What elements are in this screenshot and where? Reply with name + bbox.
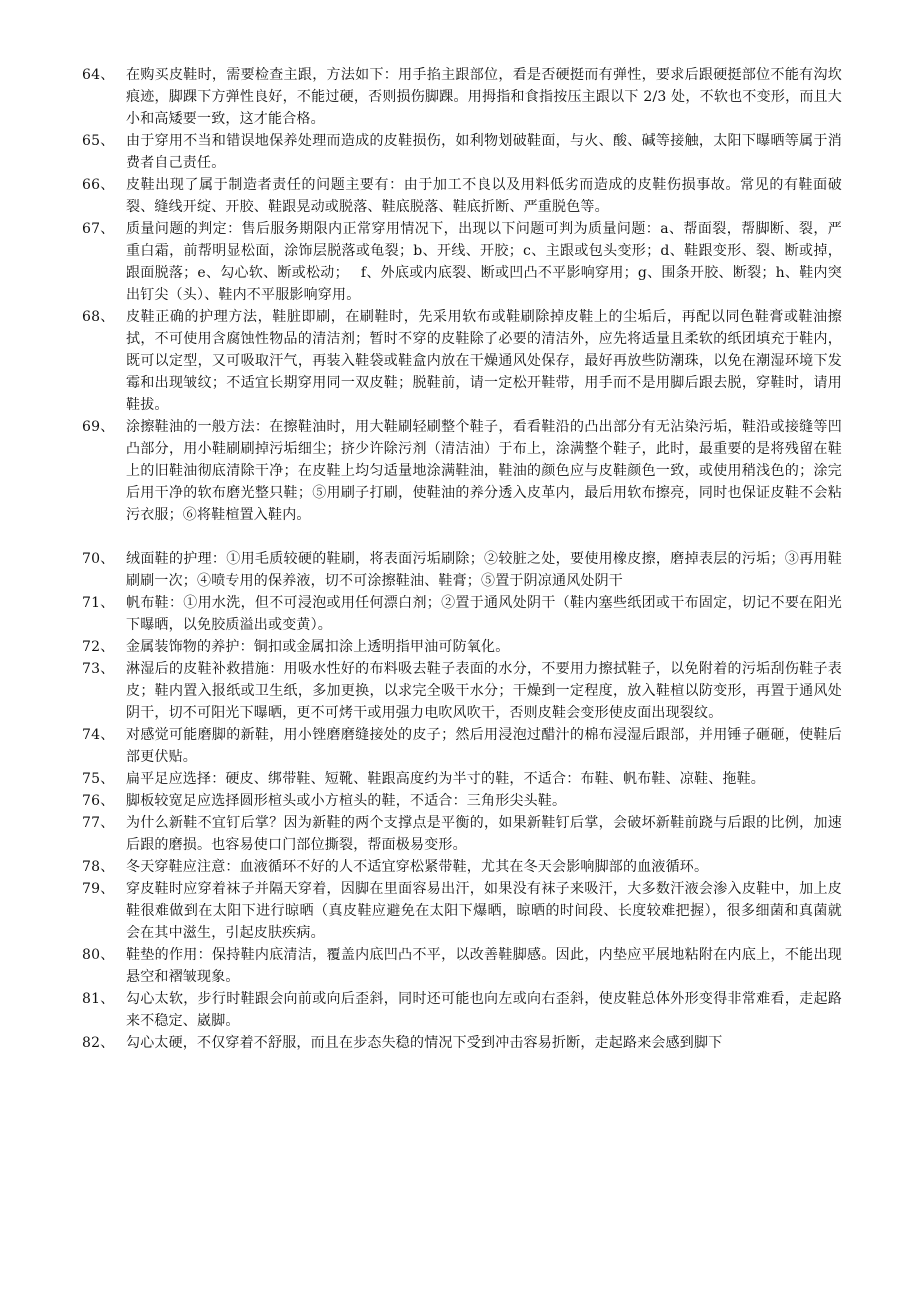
item-number: 68、 bbox=[82, 309, 115, 325]
item-text: 由于穿用不当和错误地保养处理而造成的皮鞋损伤，如利物划破鞋面，与火、酸、碱等接触，太阳下曝晒等属于消费者自己责任。 bbox=[126, 133, 842, 171]
list-item bbox=[0, 658, 920, 724]
list-item bbox=[0, 416, 920, 526]
item-text: 绒面鞋的护理：①用毛质较硬的鞋刷，将表面污垢刷除；②较脏之处，要使用橡皮擦，磨掉表层的污垢；③再用鞋刷刷一次；④喷专用的保养液，切不可涂擦鞋油、鞋膏；⑤置于阴凉通风处阴干 bbox=[126, 551, 842, 589]
item-number: 71、 bbox=[82, 595, 115, 611]
paragraph-gap bbox=[0, 526, 920, 548]
item-text: 勾心太软，步行时鞋跟会向前或向后歪斜，同时还可能也向左或向右歪斜，使皮鞋总体外形变得非常难看，走起路来不稳定、崴脚。 bbox=[126, 991, 842, 1029]
item-text: 质量问题的判定：售后服务期限内正常穿用情况下，出现以下问题可判为质量问题：a、帮面裂，帮脚断、裂，严重白霜，前帮明显松面，涂饰层脱落或龟裂；b、开线、开胶；c、主跟或包头变形；d、鞋跟变形、裂、断或掉，跟面脱落；e、勾心软、断或松动； f、外底或内底裂、断或凹凸不平影响穿用；g、围条开胶、断裂；h、鞋内突出钉尖（头）、鞋内不平服影响穿用。 bbox=[126, 221, 842, 303]
list-item bbox=[0, 878, 920, 944]
list-item bbox=[0, 1032, 920, 1054]
item-number: 79、 bbox=[82, 881, 115, 897]
item-number: 66、 bbox=[82, 177, 115, 193]
item-text: 淋湿后的皮鞋补救措施：用吸水性好的布料吸去鞋子表面的水分，不要用力擦拭鞋子，以免附着的污垢刮伤鞋子表皮；鞋内置入报纸或卫生纸，多加更换，以求完全吸干水分；干燥到一定程度，放入鞋楦以防变形，再置于通风处阴干，切不可阳光下曝晒，更不可烤干或用强力电吹风吹干，否则皮鞋会变形使皮面出现裂纹。 bbox=[126, 661, 842, 721]
list-item bbox=[0, 944, 920, 988]
item-text: 涂擦鞋油的一般方法：在擦鞋油时，用大鞋刷轻刷整个鞋子，看看鞋沿的凸出部分有无沾染污垢，鞋沿或接缝等凹凸部分，用小鞋刷刷掉污垢细尘；挤少许除污剂（清洁油）于布上，涂满整个鞋子，此时，最重要的是将残留在鞋上的旧鞋油彻底清除干净；在皮鞋上均匀适量地涂满鞋油，鞋油的颜色应与皮鞋颜色一致，或使用稍浅色的；涂完后用干净的软布磨光整只鞋；⑤用刷子打刷，使鞋油的养分透入皮革内，最后用软布擦亮，同时也保证皮鞋不会粘污衣服；⑥将鞋楦置入鞋内。 bbox=[126, 419, 842, 523]
item-number: 77、 bbox=[82, 815, 115, 831]
list-item bbox=[0, 790, 920, 812]
list-item bbox=[0, 548, 920, 592]
item-text: 冬天穿鞋应注意：血液循环不好的人不适宜穿松紧带鞋，尤其在冬天会影响脚部的血液循环。 bbox=[126, 859, 709, 875]
item-text: 对感觉可能磨脚的新鞋，用小锉磨磨缝接处的皮子；然后用浸泡过醋汁的棉布浸湿后跟部，并用锤子砸砸，使鞋后部更伏贴。 bbox=[126, 727, 842, 765]
list-item bbox=[0, 174, 920, 218]
item-number: 80、 bbox=[82, 947, 115, 963]
item-text: 扁平足应选择：硬皮、绑带鞋、短靴、鞋跟高度约为半寸的鞋，不适合：布鞋、帆布鞋、凉鞋、拖鞋。 bbox=[126, 771, 765, 787]
list-item bbox=[0, 218, 920, 306]
item-number: 74、 bbox=[82, 727, 115, 743]
item-number: 75、 bbox=[82, 771, 115, 787]
list-item bbox=[0, 856, 920, 878]
item-text: 穿皮鞋时应穿着袜子并隔天穿着，因脚在里面容易出汗，如果没有袜子来吸汗，大多数汗液会渗入皮鞋中，加上皮鞋很难做到在太阳下进行晾晒（真皮鞋应避免在太阳下爆晒，晾晒的时间段、长度较难把握），很多细菌和真菌就会在其中滋生，引起皮肤疾病。 bbox=[126, 881, 842, 941]
item-text: 鞋垫的作用：保持鞋内底清洁，覆盖内底凹凸不平，以改善鞋脚感。因此，内垫应平展地粘附在内底上，不能出现悬空和褶皱现象。 bbox=[126, 947, 842, 985]
item-text: 脚板较宽足应选择圆形楦头或小方楦头的鞋，不适合：三角形尖头鞋。 bbox=[126, 793, 567, 809]
item-number: 78、 bbox=[82, 859, 115, 875]
item-text: 勾心太硬，不仅穿着不舒服，而且在步态失稳的情况下受到冲击容易折断，走起路来会感到脚下 bbox=[126, 1035, 723, 1051]
item-text: 帆布鞋：①用水洗，但不可浸泡或用任何漂白剂；②置于通风处阴干（鞋内塞些纸团或干布固定，切记不要在阳光下曝晒，以免胶质溢出或变黄）。 bbox=[126, 595, 842, 633]
item-number: 69、 bbox=[82, 419, 115, 435]
item-text: 皮鞋正确的护理方法，鞋脏即刷，在刷鞋时，先采用软布或鞋刷除掉皮鞋上的尘垢后，再配以同色鞋膏或鞋油擦拭，不可使用含腐蚀性物品的清洁剂；暂时不穿的皮鞋除了必要的清洁外，应先将适量且柔软的纸团填充于鞋内，既可以定型，又可吸取汗气，再装入鞋袋或鞋盒内放在干燥通风处保存，最好再放些防潮珠，以免在潮湿环境下发霉和出现皱纹；不适宜长期穿用同一双皮鞋；脱鞋前，请一定松开鞋带，用手而不是用脚后跟去脱，穿鞋时，请用鞋拔。 bbox=[126, 309, 842, 413]
item-text: 皮鞋出现了属于制造者责任的问题主要有：由于加工不良以及用料低劣而造成的皮鞋伤损事故。常见的有鞋面破裂、缝线开绽、开胶、鞋跟晃动或脱落、鞋底脱落、鞋底折断、严重脱色等。 bbox=[126, 177, 842, 215]
list-item bbox=[0, 592, 920, 636]
list-item bbox=[0, 64, 920, 130]
item-text: 为什么新鞋不宜钉后掌？因为新鞋的两个支撑点是平衡的，如果新鞋钉后掌，会破坏新鞋前跷与后跟的比例，加速后跟的磨损。也容易使口门部位撕裂，帮面极易变形。 bbox=[126, 815, 842, 853]
item-text: 在购买皮鞋时，需要检查主跟，方法如下：用手掐主跟部位，看是否硬挺而有弹性，要求后跟硬挺部位不能有沟坎痕迹，脚踝下方弹性良好，不能过硬，否则损伤脚踝。用拇指和食指按压主跟以下 2/3 处，不软也不变形，而且大小和高矮要一致，这才能合格。 bbox=[126, 67, 842, 127]
list-item bbox=[0, 724, 920, 768]
item-number: 65、 bbox=[82, 133, 115, 149]
item-number: 67、 bbox=[82, 221, 115, 237]
item-text: 金属装饰物的养护：铜扣或金属扣涂上透明指甲油可防氧化。 bbox=[126, 639, 510, 655]
list-item bbox=[0, 306, 920, 416]
item-number: 70、 bbox=[82, 551, 115, 567]
list-item bbox=[0, 768, 920, 790]
list-item bbox=[0, 130, 920, 174]
list-item bbox=[0, 636, 920, 658]
item-number: 76、 bbox=[82, 793, 115, 809]
item-number: 73、 bbox=[82, 661, 115, 677]
document-page bbox=[0, 64, 920, 1054]
list-item bbox=[0, 812, 920, 856]
item-number: 81、 bbox=[82, 991, 115, 1007]
list-item bbox=[0, 988, 920, 1032]
item-number: 82、 bbox=[82, 1035, 115, 1051]
item-number: 64、 bbox=[82, 67, 115, 83]
item-number: 72、 bbox=[82, 639, 115, 655]
